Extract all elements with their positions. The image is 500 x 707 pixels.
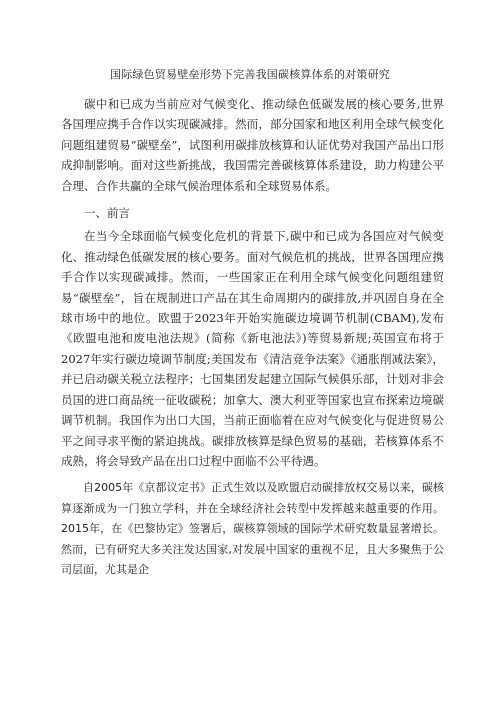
document-body [61, 94, 444, 587]
document-title: 国际绿色贸易壁垒形势下完善我国碳核算体系的对策研究 [110, 68, 390, 81]
section-heading: 一、前言 [84, 206, 130, 221]
body-paragraph: 自2005年《京都议定书》正式生效以及欧盟启动碳排放权交易以来，碳核算逐渐成为一门独立学科，并在全球经济社会转型中发挥越来越重要的作用。2015年，在《巴黎协定》签署后，碳核算领域的国际学术研究数量显著增长。然而，已有研究大多关注发达国家,对发展中国家的重视不足，且大多聚焦于公司层面，尤其是企 [61, 481, 444, 576]
abstract-paragraph: 碳中和已成为当前应对气候变化、推动绿色低碳发展的核心要务,世界各国理应携手合作以实现碳减排。然而，部分国家和地区利用全球气候变化问题组建贸易“碳壁垒”，试图利用碳排放核算和认证优势对我国产品出口形成抑制影响。面对这些新挑战，我国需完善碳核算体系建设，助力构建公平合理、合作共赢的全球气候治理体系和全球贸易体系。 [61, 97, 444, 193]
body-paragraph: 在当今全球面临气候变化危机的背景下,碳中和已成为各国应对气候变化、推动绿色低碳发展的核心要务。面对气候危机的挑战，世界各国理应携手合作以实现碳减排。然而，一些国家正在利用全球气候变化问题组建贸易“碳壁垒”，旨在规制进口产品在其生命周期内的碳排放,并巩固自身在全球市场中的地位。欧盟于2023年开始实施碳边境调节机制(CBAM),发布《欧盟电池和废电池法规》(简称《新电池法》)等贸易新规;英国宣布将于2027年实行碳边境调节制度;美国发布《清洁竞争法案》《通胀削减法案》，并已启动碳关税立法程序；七国集团发起建立国际气候俱乐部，计划对非会员国的进口商品统一征收碳税；加拿大、澳大利亚等国家也宣布探索边境碳调节机制。我国作为出口大国，当前正面临着在应对气候变化与促进贸易公平之间寻求平衡的紧迫挑战。碳排放核算是绿色贸易的基础，若核算体系不成熟，将会导致产品在出口过程中面临不公平待遇。 [61, 229, 444, 468]
